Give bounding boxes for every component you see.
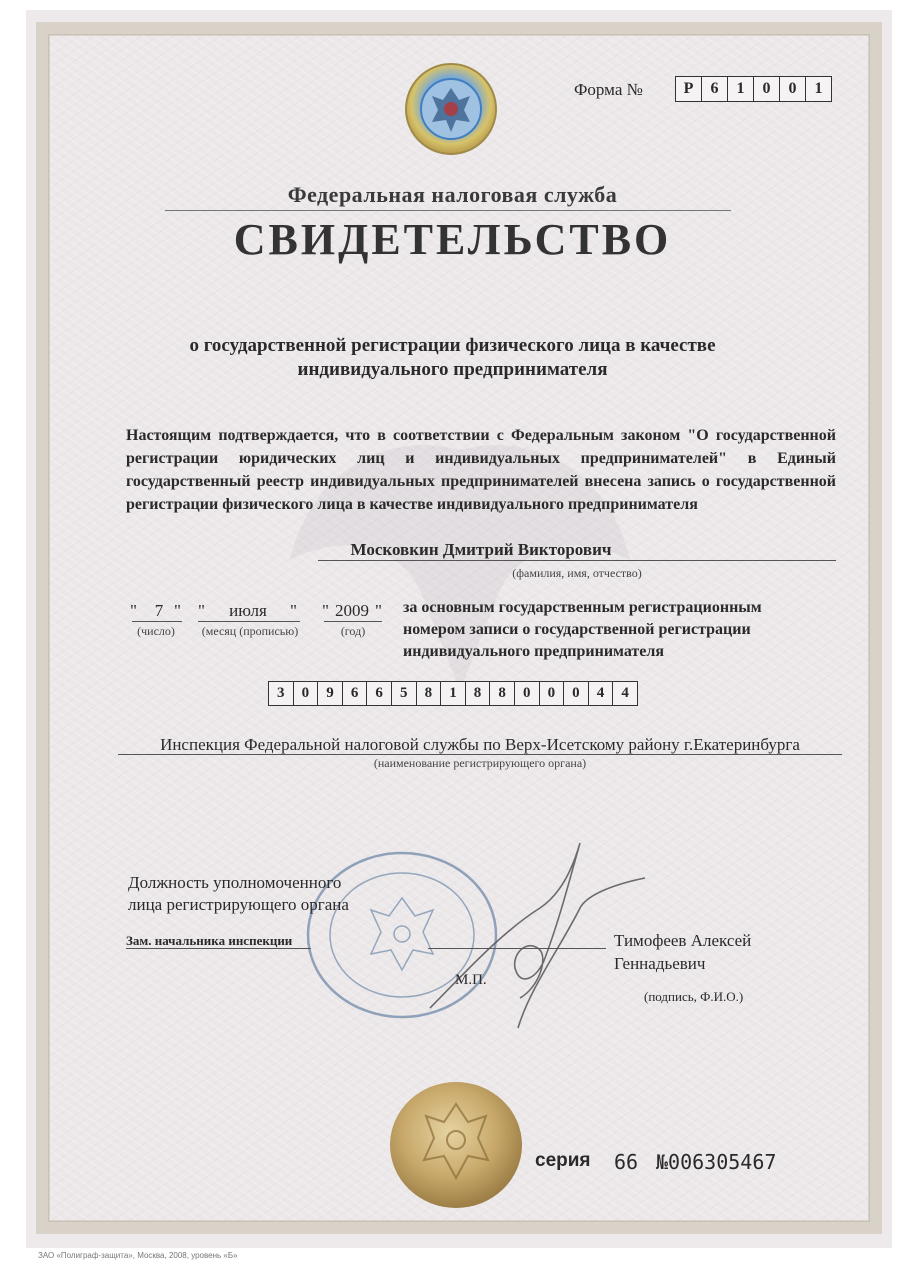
official-name-line-1: Тимофеев Алексей (614, 931, 752, 950)
official-name (614, 929, 751, 975)
blank-serial-number: №006305467 (656, 1150, 777, 1174)
ogrnip-digit: 1 (441, 682, 466, 705)
form-number-label: Форма № (574, 80, 643, 99)
person-full-name: Московкин Дмитрий Викторович (350, 540, 612, 559)
ogrnip-digit: 8 (466, 682, 491, 705)
ogrnip-digit: 0 (564, 682, 589, 705)
gold-seal-icon (388, 1080, 524, 1210)
form-code-char: 0 (754, 77, 780, 101)
document-title: СВИДЕТЕЛЬСТВО (233, 215, 672, 264)
date-month-open-quote: " (198, 601, 205, 620)
ogrnip-digit: 9 (318, 682, 343, 705)
position-label-line-2: лица регистрирующего органа (128, 895, 349, 914)
subtitle-line-2: индивидуального предпринимателя (297, 359, 608, 380)
date-month-caption: (месяц (прописью) (201, 624, 299, 638)
ogrnip-digit: 8 (417, 682, 442, 705)
date-year-open-quote: " (322, 601, 329, 620)
date-day-close-quote: " (174, 601, 181, 620)
ogrnip-digit: 4 (589, 682, 614, 705)
form-code-char: 1 (814, 80, 823, 97)
form-code-char: 6 (702, 77, 728, 101)
authority-underline (118, 754, 842, 755)
date-year-close-quote: " (375, 601, 382, 620)
ogrnip-digit: 6 (367, 682, 392, 705)
certification-text: Настоящим подтверждается, что в соответствии с Федеральным законом "О государственной регистрации юридических лиц и индивидуальных предпринимателей" в Единый государственный реестр индивидуальных предпринимателей внесена запись о государственной регистрации физического лица в качестве индивидуального предпринимателя (126, 427, 836, 513)
series-label: серия (535, 1150, 591, 1171)
subtitle-line-1: о государственной регистрации физического лица в качестве (189, 335, 716, 356)
ogrnip-digit: 0 (515, 682, 540, 705)
position-underline (126, 948, 311, 949)
ogrnip-digit: 6 (343, 682, 368, 705)
date-day-caption: (число) (137, 624, 175, 638)
ogrnip-digit: 5 (392, 682, 417, 705)
form-code-char: 0 (780, 77, 806, 101)
date-year-caption: (год) (340, 624, 366, 638)
official-name-line-2: Геннадьевич (614, 954, 706, 973)
form-number-boxes (675, 76, 832, 102)
series-number: 66 (614, 1150, 639, 1174)
agency-name: Федеральная налоговая служба (287, 182, 618, 207)
official-position-label (128, 872, 349, 916)
date-month: июля (229, 601, 267, 620)
ogrnip-digit: 0 (294, 682, 319, 705)
document-subtitle (120, 334, 785, 382)
form-code-char: Р (676, 77, 702, 101)
date-month-close-quote: " (290, 601, 297, 620)
ogrnip-digit: 0 (540, 682, 565, 705)
date-month-line (198, 621, 300, 622)
printer-imprint: ЗАО «Полиграф-защита», Москва, 2008, уровень «Б» (38, 1251, 238, 1260)
date-day: 7 (154, 601, 164, 620)
official-position: Зам. начальника инспекции (126, 933, 293, 948)
person-name-caption: (фамилия, имя, отчество) (512, 566, 642, 580)
hologram-emblem-icon (404, 62, 498, 156)
ogrnip-digit: 4 (621, 685, 629, 701)
authority-caption: (наименование регистрирующего органа) (373, 756, 587, 770)
registering-authority: Инспекция Федеральной налоговой службы по Верх-Исетскому району г.Екатеринбурга (160, 735, 800, 754)
date-year-line (324, 621, 382, 622)
date-year: 2009 (335, 601, 369, 620)
stamp-place-mark: М.П. (455, 972, 487, 988)
ogrnip-digit: 3 (269, 682, 294, 705)
signature-line (428, 948, 606, 949)
ogrnip-digit: 8 (490, 682, 515, 705)
name-underline (318, 560, 836, 561)
form-code-char: 1 (728, 77, 754, 101)
registration-number-text: за основным государственным регистрационным номером записи о государственной регистрации индивидуального предпринимателя (403, 599, 762, 660)
signature-caption: (подпись, Ф.И.О.) (644, 989, 744, 1004)
agency-underline (165, 210, 731, 211)
date-day-open-quote: " (130, 601, 137, 620)
ogrnip-number-boxes (268, 681, 638, 706)
position-label-line-1: Должность уполномоченного (128, 873, 342, 892)
date-day-line (132, 621, 182, 622)
